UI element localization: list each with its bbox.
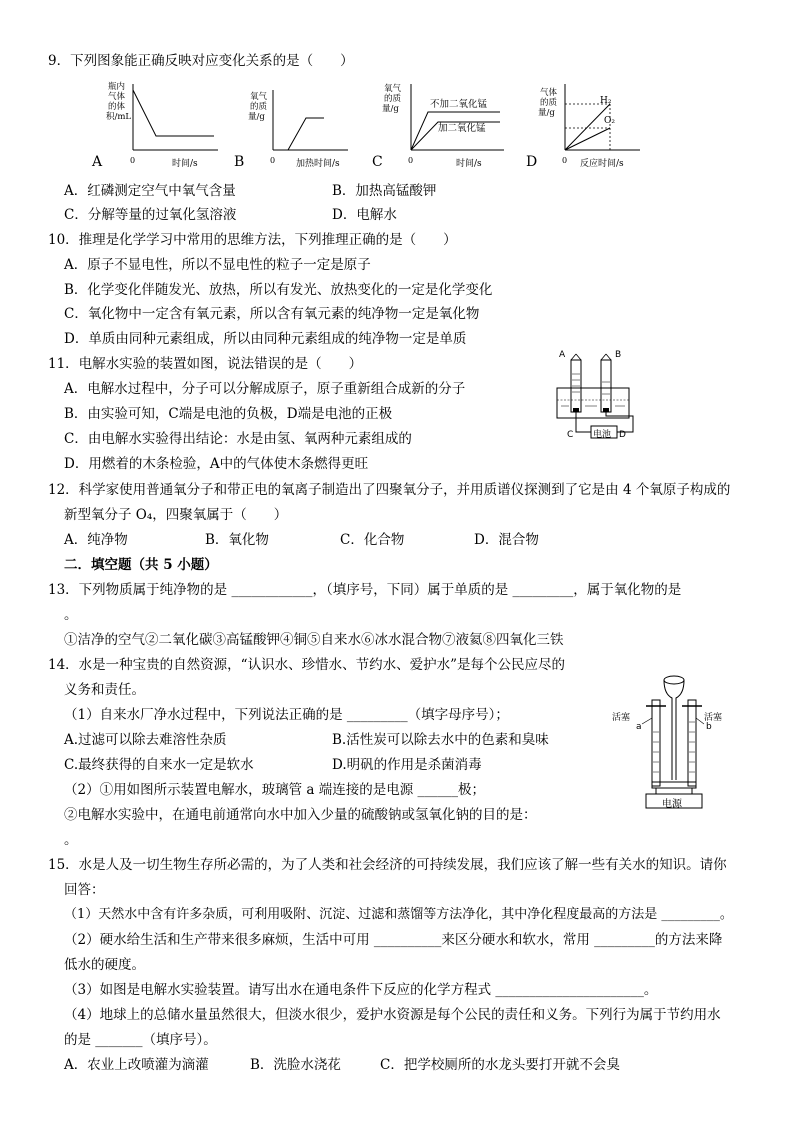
q14-sub-2a: （2）①用如图所示装置电解水，玻璃管 a 端连接的是电源 ______极；: [64, 782, 486, 798]
q13-line-1: 13．下列物质属于纯净物的是 ____________，（填序号，下同）属于单质的是 _________，属于氧化物的是: [48, 582, 682, 598]
graph-a-xlabel: 时间/s: [172, 159, 198, 169]
graph-c-origin: 0: [408, 156, 414, 165]
q11-label-d: D: [619, 430, 626, 440]
q10-option-a[interactable]: A．原子不显电性，所以不显电性的粒子一定是原子: [64, 257, 371, 273]
q11-label-a: A: [559, 350, 566, 360]
q14-tube-a-label: a: [636, 722, 642, 732]
q10-option-b[interactable]: B．化学变化伴随发光、放热，所以有发光、放热变化的一定是化学变化: [64, 282, 493, 298]
q15-sub-1: （1）天然水中含有许多杂质，可利用吸附、沉淀、过滤和蒸馏等方法净化，其中净化程度最高的方法是 _________。: [64, 907, 733, 922]
q9-graph-d: [524, 82, 644, 172]
q14-tube-b-label: b: [706, 722, 712, 732]
graph-a-ylabel-3: 的体: [108, 102, 126, 112]
graph-b-xlabel: 加热时间/s: [296, 159, 340, 169]
q11-option-b[interactable]: B．由实验可知，C端是电池的负极，D端是电池的正极: [64, 406, 393, 422]
q10-option-c[interactable]: C．氧化物中一定含有氧元素，所以含有氧元素的纯净物一定是氧化物: [64, 306, 480, 322]
voltameter-drawing: [612, 672, 742, 812]
q14-option-a[interactable]: A.过滤可以除去难溶性杂质: [64, 732, 227, 748]
q14-sub-2b: ②电解水实验中，在通电前通常向水中加入少量的硫酸钠或氢氧化钠的目的是：: [64, 807, 537, 823]
q10-option-d[interactable]: D．单质由同种元素组成，所以由同种元素组成的纯净物一定是单质: [64, 331, 467, 347]
q9-graph-c: [370, 82, 510, 172]
graph-c-curve-1: 不加二氧化锰: [430, 99, 488, 110]
graph-b-origin: 0: [270, 156, 276, 165]
q9-option-b[interactable]: B．加热高锰酸钾: [332, 183, 437, 199]
q9-option-a[interactable]: A．红磷测定空气中氧气含量: [64, 183, 236, 199]
q15-option-c[interactable]: C．把学校厕所的水龙头要打开就不会臭: [380, 1057, 620, 1073]
q14-line-1: 14．水是一种宝贵的自然资源，“认识水、珍惜水、节约水、爱护水”是每个公民应尽的: [48, 657, 565, 673]
q12-option-c[interactable]: C．化合物: [340, 532, 405, 548]
q15-sub-2a: （2）硬水给生活和生产带来很多麻烦，生活中可用 __________来区分硬水和软水，常用 _________的方法来降: [64, 932, 723, 948]
graph-d-origin: 0: [562, 156, 568, 165]
q11-option-c[interactable]: C．由电解水实验得出结论：水是由氢、氧两种元素组成的: [64, 431, 412, 447]
q12-option-b[interactable]: B．氧化物: [205, 532, 269, 548]
q15-option-b[interactable]: B．洗脸水浇花: [250, 1057, 341, 1073]
graph-b-letter: B: [234, 154, 245, 170]
q9-graph-a: [90, 82, 220, 172]
graph-a-ylabel-1: 瓶内: [108, 82, 126, 92]
section-fill-in-heading: 二．填空题（共 5 小题）: [64, 557, 218, 573]
q11-electrolysis-figure: [555, 350, 645, 450]
q9-option-d[interactable]: D．电解水: [332, 207, 397, 223]
graph-c-letter: C: [372, 154, 383, 170]
q14-voltameter-figure: [612, 672, 742, 812]
graph-d-xlabel: 反应时间/s: [580, 159, 624, 169]
q14-sub-1: （1）自来水厂净水过程中，下列说法正确的是 _________（填字母序号）；: [64, 707, 509, 723]
graph-c-ylabel-3: 量/g: [382, 104, 399, 114]
graph-b-plot: [270, 88, 350, 154]
graph-d-curve-1: H₂: [600, 96, 612, 106]
graph-d-ylabel-1: 气体: [540, 88, 558, 98]
q13-line-2: 。: [64, 607, 78, 623]
q11-label-b: B: [615, 350, 622, 360]
graph-a-ylabel-4: 积/mL: [106, 112, 132, 122]
q15-line-1: 15．水是人及一切生物生存所必需的，为了人类和社会经济的可持续发展，我们应该了解一些有关水的知识。请你: [48, 857, 727, 873]
q12-line-1: 12．科学家使用普通氧分子和带正电的氧离子制造出了四聚氧分子，并用质谱仪探测到了它是由 4 个氧原子构成的: [48, 482, 731, 498]
q9-option-c[interactable]: C．分解等量的过氧化氢溶液: [64, 207, 237, 223]
q15-sub-2b: 低水的硬度。: [64, 957, 145, 973]
q9-graph-b: [232, 88, 352, 172]
q14-left-valve-label: 活塞: [612, 713, 631, 723]
q15-line-2: 回答：: [64, 882, 105, 898]
q15-sub-4a: （4）地球上的总储水量虽然很大，但淡水很少，爱护水资源是每个公民的责任和义务。下列行为属于节约用水: [64, 1007, 721, 1023]
q13-items: ①洁净的空气②二氧化碳③高锰酸钾④铜⑤自来水⑥冰水混合物⑦液氦⑧四氧化三铁: [64, 632, 564, 648]
q14-line-2: 义务和责任。: [64, 682, 145, 698]
q14-option-c[interactable]: C.最终获得的自来水一定是软水: [64, 757, 254, 773]
q14-option-b[interactable]: B.活性炭可以除去水中的色素和臭味: [332, 732, 549, 748]
q9-stem: 9．下列图象能正确反映对应变化关系的是（ ）: [48, 53, 354, 69]
graph-a-plot: [130, 82, 220, 158]
graph-c-plot: [408, 82, 508, 154]
graph-a-letter: A: [92, 154, 103, 170]
graph-d-letter: D: [526, 154, 538, 170]
q15-sub-4b: 的是 _______（填序号）。: [64, 1032, 217, 1048]
q14-power-label: 电源: [662, 799, 682, 810]
graph-a-origin: 0: [130, 156, 136, 165]
graph-b-ylabel-2: 的质: [250, 102, 268, 112]
q11-label-c: C: [567, 430, 574, 440]
q14-sub-2c: 。: [64, 832, 78, 848]
q11-option-a[interactable]: A．电解水过程中，分子可以分解成原子，原子重新组合成新的分子: [64, 381, 466, 397]
graph-d-plot: [562, 82, 642, 154]
graph-c-curve-2: 加二氧化锰: [438, 123, 486, 134]
graph-c-ylabel-1: 氧气: [384, 84, 402, 94]
graph-d-ylabel-3: 量/g: [538, 108, 555, 118]
graph-c-ylabel-2: 的质: [384, 94, 402, 104]
q15-sub-3: （3）如图是电解水实验装置。请写出水在通电条件下反应的化学方程式 ______________________。: [64, 982, 658, 998]
q12-option-d[interactable]: D．混合物: [474, 532, 539, 548]
q14-right-valve-label: 活塞: [704, 713, 723, 723]
q10-stem: 10．推理是化学学习中常用的思维方法，下列推理正确的是（ ）: [48, 232, 457, 248]
q11-stem: 11．电解水实验的装置如图，说法错误的是（ ）: [48, 356, 363, 372]
graph-d-curve-2: O₂: [604, 116, 615, 126]
q12-line-2: 新型氧分子 O₄，四聚氧属于（ ）: [64, 507, 288, 523]
graph-b-ylabel-3: 量/g: [248, 112, 265, 122]
q12-option-a[interactable]: A．纯净物: [64, 532, 128, 548]
q11-battery-label: 电池: [593, 430, 612, 440]
graph-b-ylabel-1: 氧气: [250, 92, 268, 102]
graph-c-xlabel: 时间/s: [456, 159, 482, 169]
q14-option-d[interactable]: D.明矾的作用是杀菌消毒: [332, 757, 482, 773]
q15-option-a[interactable]: A．农业上改喷灌为滴灌: [64, 1057, 209, 1073]
q11-option-d[interactable]: D．用燃着的木条检验，A中的气体使木条燃得更旺: [64, 456, 369, 472]
graph-a-ylabel-2: 气体: [108, 92, 126, 102]
graph-d-ylabel-2: 的质: [540, 98, 558, 108]
